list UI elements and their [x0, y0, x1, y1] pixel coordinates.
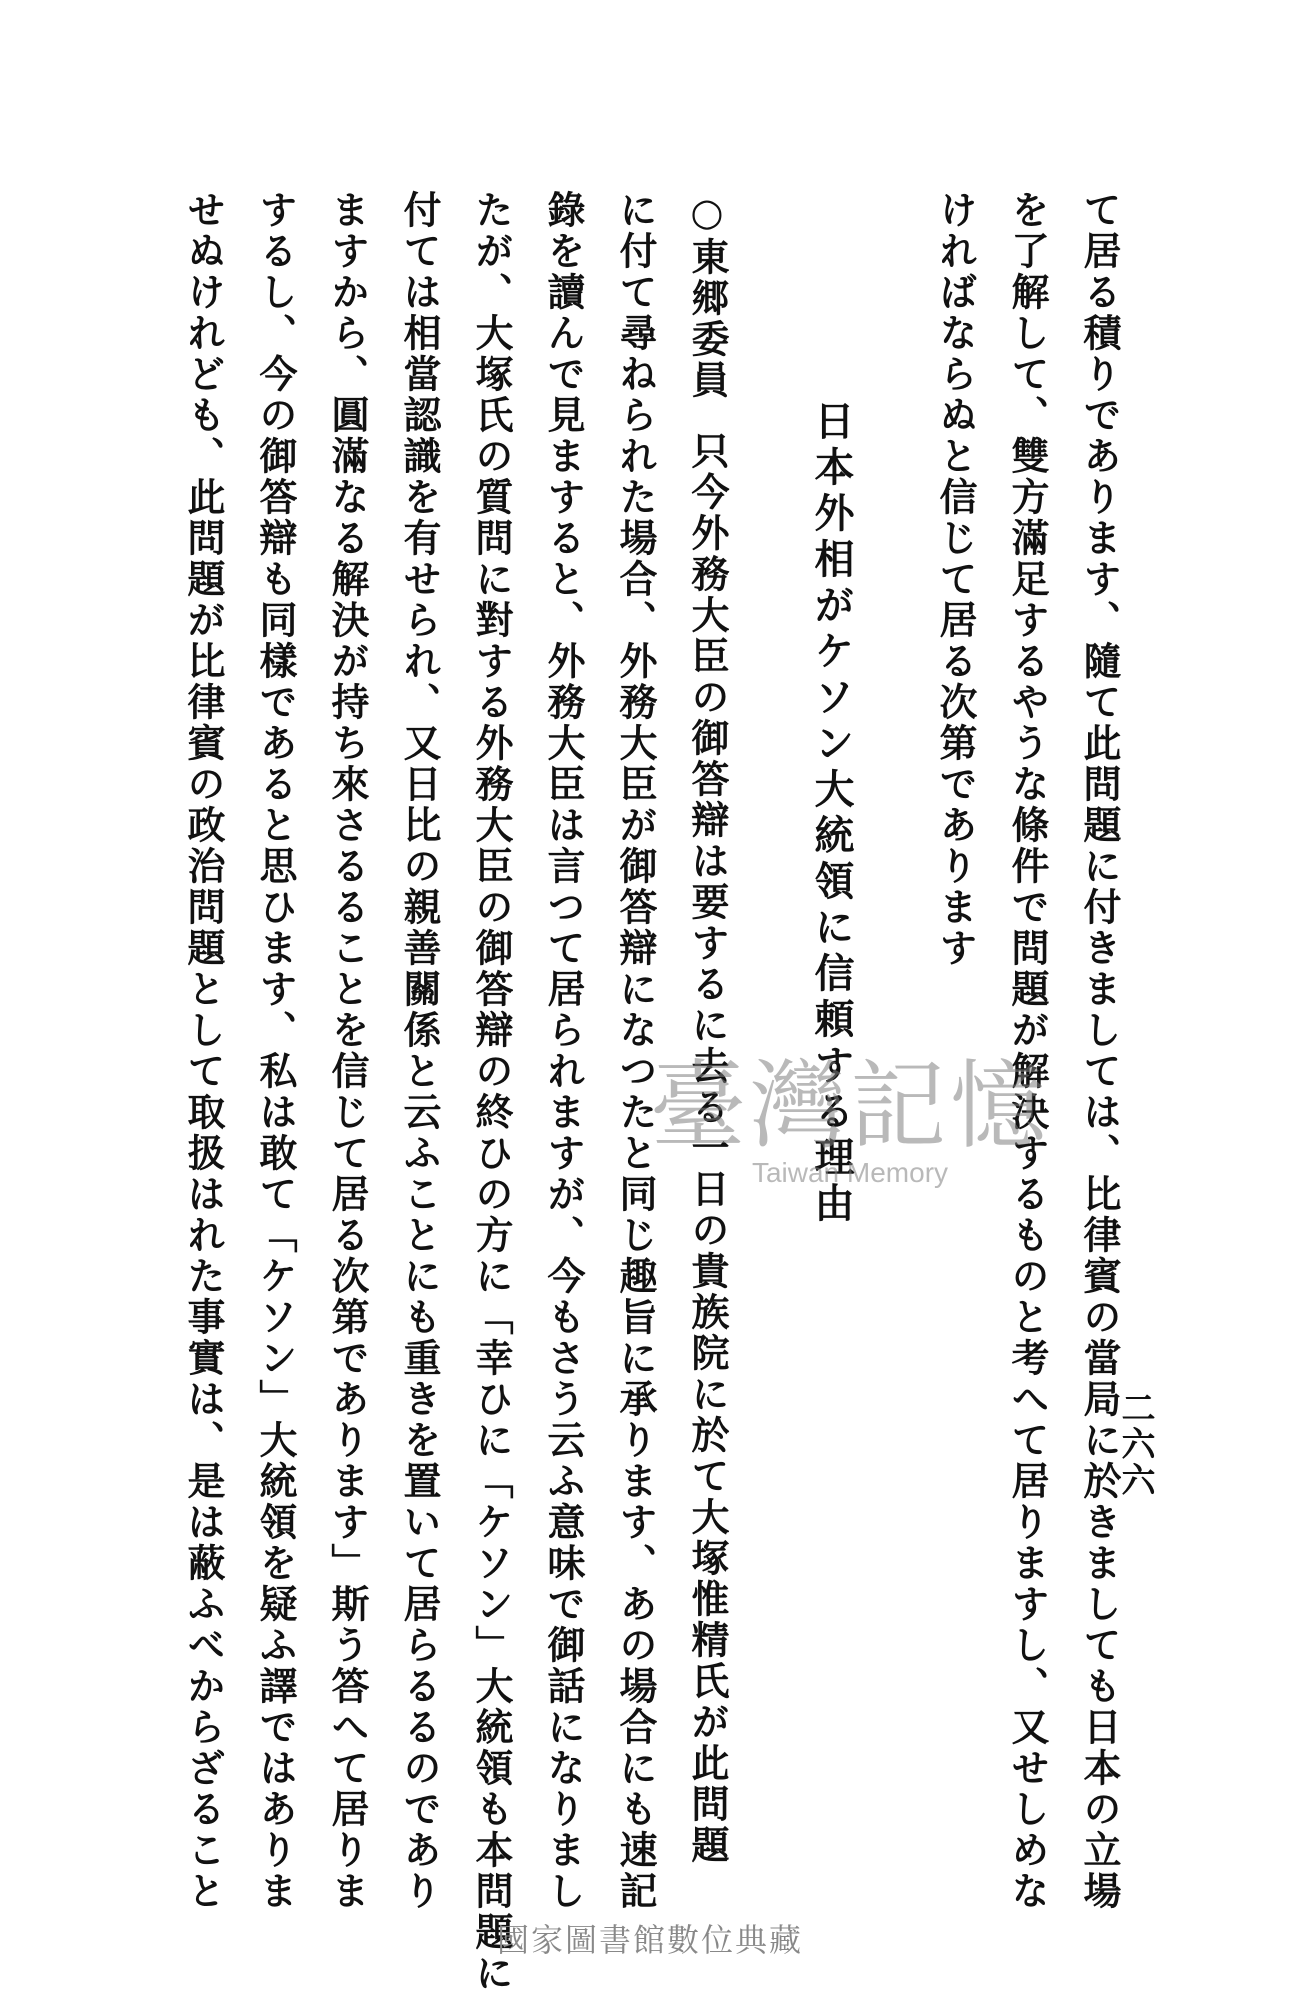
text-line: たが、大塚氏の質問に對する外務大臣の御答辯の終ひの方に「幸ひに「ケソン」大統領も本問題に [469, 190, 514, 1994]
text-line: 錄を讀んで見ますると、外務大臣は言つて居られますが、今もさう云ふ意味で御話になりまし [541, 190, 586, 1912]
text-line: するし、今の御答辯も同樣であると思ひます、私は敢て「ケソン」大統領を疑ふ譯ではありま [253, 190, 298, 1912]
section-heading: 日本外相がケソン大統領に信頼する理由 [808, 400, 855, 1228]
text-line: ければならぬと信じて居る次第であります [933, 190, 978, 969]
text-line: 付ては相當認識を有せられ、又日比の親善關係と云ふことにも重きを置いて居らるるのであり [397, 190, 442, 1912]
footer-credit: 國家圖書館數位典藏 [496, 1921, 803, 1959]
speech-first-line [671, 190, 743, 1866]
page-number: 二六六 [1115, 1390, 1155, 1498]
text-line: せぬけれども、此問題が比律賓の政治問題として取扱はれた事實は、是は蔽ふべからざること [181, 190, 226, 1912]
watermark-logo: 臺灣記憶 [650, 1050, 1050, 1162]
watermark-subtitle: Taiwan Memory [751, 1157, 949, 1188]
text-line: を了解して、雙方滿足するやうな條件で問題が解決するものと考へて居りますし、又せしめな [1005, 190, 1050, 1912]
speech-text: 只今外務大臣の御答辯は要するに去る一日の貴族院に於て大塚惟精氏が此問題 [685, 431, 730, 1866]
text-line: ますから、圓滿なる解決が持ち來さるることを信じて居る次第であります」斯う答へて居りま [325, 190, 370, 1912]
text-line: て居る積りであります、隨て此問題に付きましては、比律賓の當局に於きましても日本の立場 [1077, 190, 1122, 1912]
text-line: に付て尋ねられた場合、外務大臣が御答辯になつたと同じ趣旨に承ります、あの場合にも速記 [613, 190, 658, 1912]
speaker-name: ○東郷委員 [685, 190, 729, 401]
